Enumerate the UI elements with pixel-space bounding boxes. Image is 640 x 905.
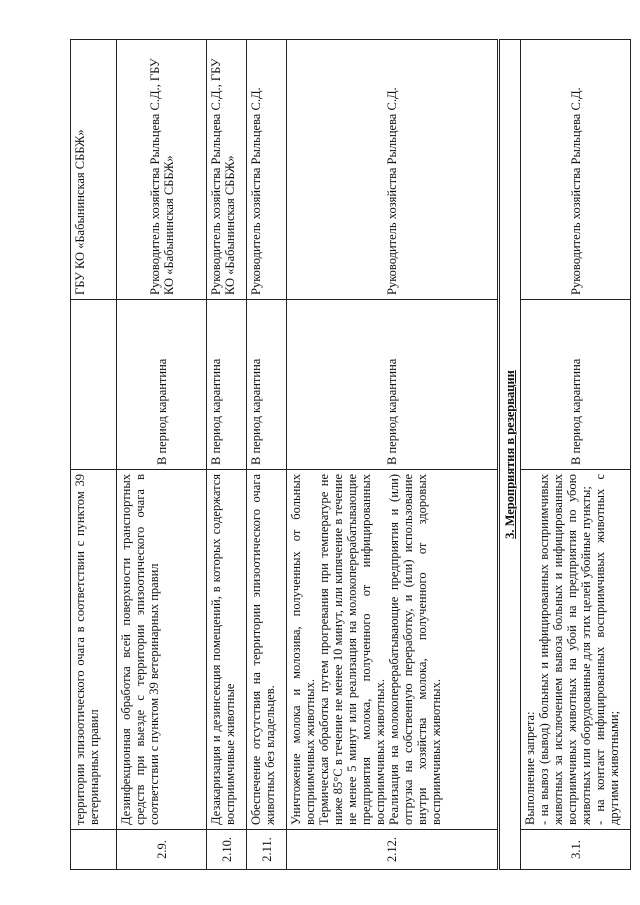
table-row — [71, 40, 117, 870]
measure-paragraph: Термическая обработка путем прогревания при температуре не ниже 85°С в течение не менее 10 минут, или кипячение в течение не менее 5 минут или реализация на молокоперерабатывающие предприятия молока, полученного от инфицированных восприимчивых животных. — [317, 474, 387, 825]
measure-cell: Обеспечение отсутствия на территории эпизоотического очага животных без владельцев. — [247, 470, 287, 830]
measure-paragraph: Выполнение запрета: — [523, 711, 537, 825]
measure-cell — [521, 470, 631, 830]
measure-cell: территории эпизоотического очага в соответствии с пунктом 39 ветеринарных правил — [71, 470, 117, 830]
measure-paragraph: Уничтожение молока и молозива, полученных от больных восприимчивых животных. — [289, 474, 317, 825]
rotated-table-wrapper — [70, 40, 630, 870]
measure-paragraph: Реализация на молокоперерабатывающие предприятия и (или) отгрузка на собственную переработку, и (или) использование внутри хозяйства молока, полученного от здоровых восприимчивых животных. — [387, 474, 443, 825]
responsible-cell: ГБУ КО «Бабынинская СББЖ» — [71, 40, 117, 300]
period-cell: В период карантина — [287, 300, 499, 470]
table-row — [521, 40, 631, 870]
section-header-row — [499, 40, 521, 870]
table-row — [207, 40, 247, 870]
measures-table — [70, 39, 631, 870]
responsible-cell: Руководитель хозяйства Рыльцева С.Д., ГБУ КО «Бабынинская СББЖ» — [207, 40, 247, 300]
responsible-cell: Руководитель хозяйства Рыльцева С.Д. — [247, 40, 287, 300]
measure-cell: Дезинфекционная обработка всей поверхности транспортных средств при выезде с территории эпизоотического очага в соответствии с пунктом 39 ветеринарных правил — [117, 470, 207, 830]
row-number: 2.9. — [117, 830, 207, 870]
row-number: 3.1. — [521, 830, 631, 870]
section-title: 3. Мероприятия в резервации — [499, 40, 521, 870]
responsible-cell: Руководитель хозяйства Рыльцева С.Д. — [521, 40, 631, 300]
row-number — [71, 830, 117, 870]
measure-cell — [287, 470, 499, 830]
table-row — [247, 40, 287, 870]
period-cell — [71, 300, 117, 470]
row-number: 2.11. — [247, 830, 287, 870]
measure-paragraph: - на контакт инфицированных восприимчивых животных с другими животными; — [593, 474, 621, 825]
responsible-cell: Руководитель хозяйства Рыльцева С.Д., ГБУ КО «Бабынинская СББЖ» — [117, 40, 207, 300]
period-cell: В период карантина — [247, 300, 287, 470]
period-cell: В период карантина — [521, 300, 631, 470]
table-row — [287, 40, 499, 870]
period-cell: В период карантина — [117, 300, 207, 470]
row-number: 2.10. — [207, 830, 247, 870]
responsible-cell: Руководитель хозяйства Рыльцева С.Д. — [287, 40, 499, 300]
row-number: 2.12. — [287, 830, 499, 870]
measure-cell: Дезакаризация и дезинсекция помещений, в которых содержатся восприимчивые животные — [207, 470, 247, 830]
measure-paragraph: - на вывоз (вывод) больных и инфицированных восприимчивых животных за исключением вывоза больных и инфицированных восприимчивых животных на убой на предприятия по убою животных или оборудованные для этих целей убойные пункты; — [537, 474, 593, 825]
table-row — [117, 40, 207, 870]
period-cell: В период карантина — [207, 300, 247, 470]
